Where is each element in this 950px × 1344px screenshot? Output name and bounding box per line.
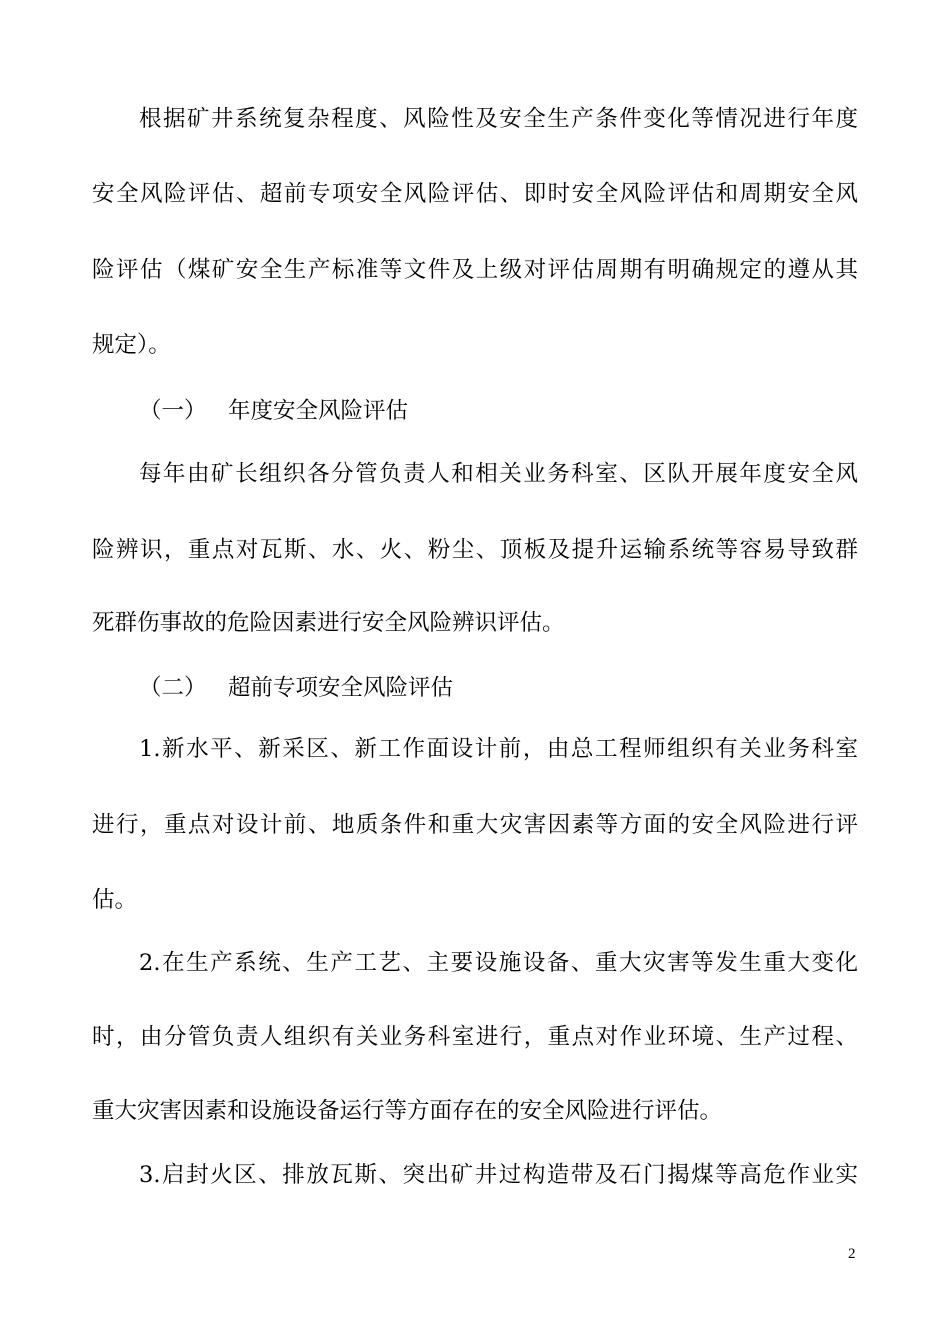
- paragraph-1-line-3: 险评估（煤矿安全生产标准等文件及上级对评估周期有明确规定的遵从其: [92, 257, 858, 283]
- item-2-line-3: 重大灾害因素和设施设备运行等方面存在的安全风险进行评估。: [92, 1098, 723, 1124]
- paragraph-2-line-1: 每年由矿长组织各分管负责人和相关业务科室、区队开展年度安全风: [139, 461, 858, 487]
- item-1-line-1: 1.新水平、新采区、新工作面设计前，由总工程师组织有关业务科室: [139, 736, 858, 762]
- section-2-title: 超前专项安全风险评估: [228, 675, 454, 701]
- item-3-line-1: 3.启封火区、排放瓦斯、突出矿井过构造带及石门揭煤等高危作业实: [139, 1162, 858, 1188]
- page-number: 2: [848, 1246, 856, 1262]
- section-2-number: （二）: [139, 675, 207, 701]
- item-1-line-3: 估。: [92, 887, 138, 913]
- paragraph-2-line-3: 死群伤事故的危险因素进行安全风险辨识评估。: [92, 610, 565, 636]
- item-2-line-1: 2.在生产系统、生产工艺、主要设施设备、重大灾害等发生重大变化: [139, 950, 858, 976]
- item-2-line-2: 时，由分管负责人组织有关业务科室进行，重点对作业环境、生产过程、: [92, 1024, 858, 1050]
- paragraph-2-line-2: 险辨识，重点对瓦斯、水、火、粉尘、顶板及提升运输系统等容易导致群: [92, 537, 858, 563]
- paragraph-1-line-2: 安全风险评估、超前专项安全风险评估、即时安全风险评估和周期安全风: [92, 181, 858, 207]
- item-1-line-2: 进行，重点对设计前、地质条件和重大灾害因素等方面的安全风险进行评: [92, 812, 858, 838]
- paragraph-1-line-4: 规定）。: [92, 332, 171, 358]
- section-1-title: 年度安全风险评估: [228, 398, 409, 424]
- section-1-number: （一）: [139, 398, 207, 424]
- paragraph-1-line-1: 根据矿井系统复杂程度、风险性及安全生产条件变化等情况进行年度: [139, 106, 858, 132]
